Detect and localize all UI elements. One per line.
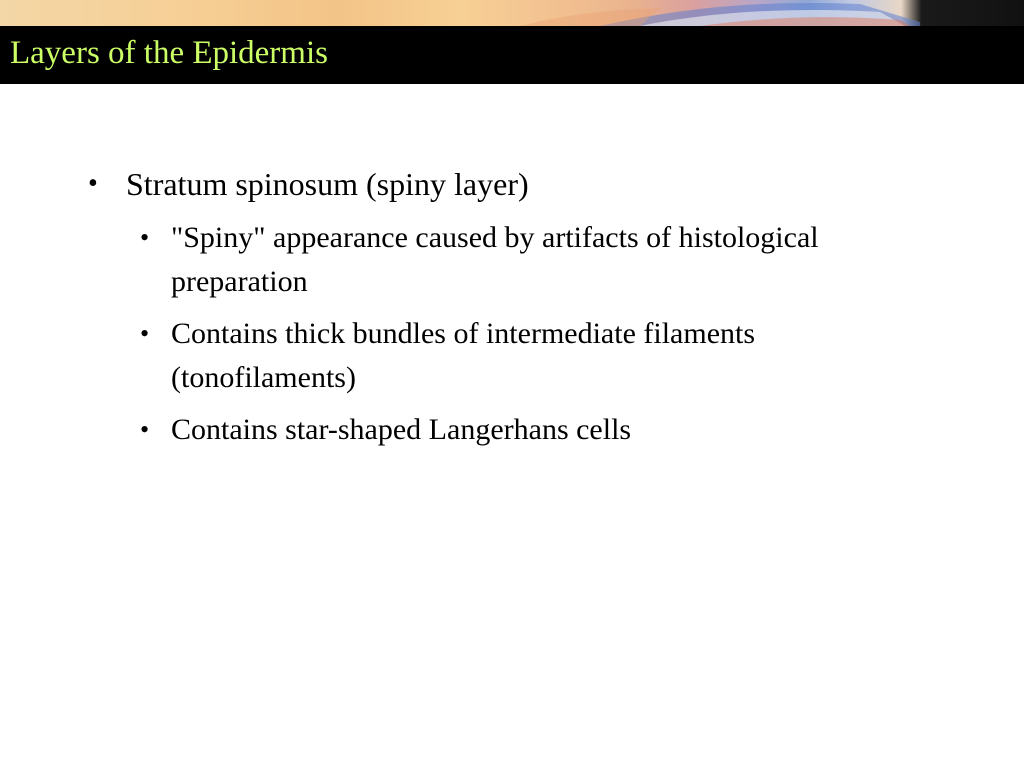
sub-bullet-text: "Spiny" appearance caused by artifacts of histological preparation — [171, 221, 819, 298]
bullet-level-2 — [136, 312, 918, 400]
bullet-level-1 — [88, 164, 918, 204]
sub-bullet-text: Contains thick bundles of intermediate filaments (tonofilaments) — [171, 317, 756, 394]
bullet-dot-icon: • — [140, 223, 150, 252]
bullet-level-2 — [136, 408, 918, 452]
bullet-text: Stratum spinosum (spiny layer) — [126, 166, 529, 202]
decorative-banner-image — [0, 0, 1024, 26]
banner-artwork — [0, 0, 1024, 26]
bullet-dot-icon: • — [88, 168, 98, 199]
bullet-dot-icon: • — [140, 319, 150, 348]
bullet-level-2 — [136, 216, 918, 304]
sub-bullet-list — [136, 216, 918, 452]
title-bar — [0, 26, 1024, 84]
slide-body — [88, 164, 918, 460]
bullet-dot-icon: • — [140, 415, 150, 444]
slide-title: Layers of the Epidermis — [10, 35, 328, 71]
sub-bullet-text: Contains star-shaped Langerhans cells — [171, 413, 632, 446]
